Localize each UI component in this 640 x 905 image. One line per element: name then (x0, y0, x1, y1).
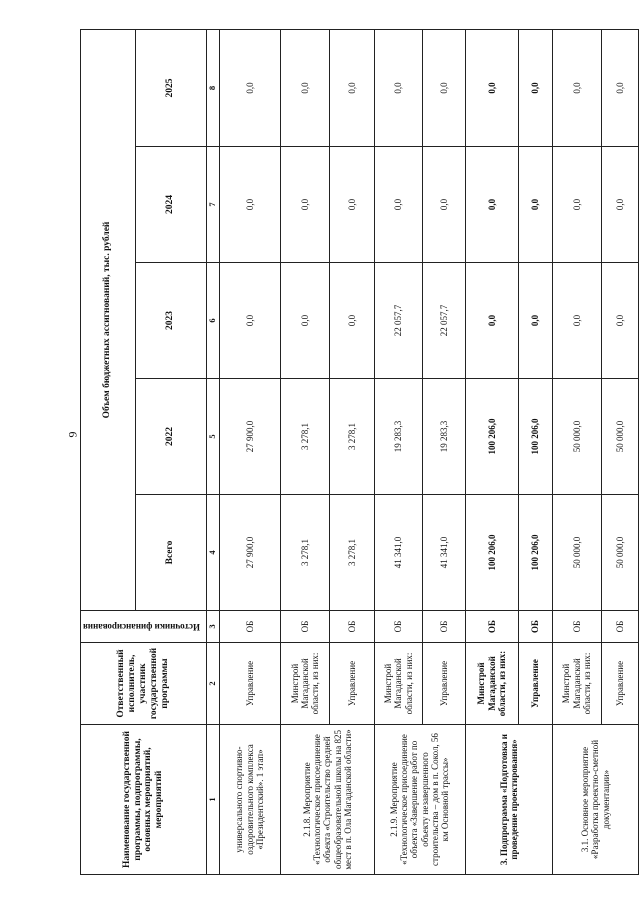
row-2024: 0,0 (423, 147, 465, 263)
row-total: 41 341,0 (423, 495, 465, 611)
row-name: 3.1. Основное мероприятие «Разработка проектно-сметной документации» (552, 725, 638, 875)
col-number: 5 (206, 379, 219, 495)
row-source: ОБ (374, 611, 423, 643)
col-number: 2 (206, 643, 219, 725)
row-executor: Управление (423, 643, 465, 725)
header-year-2024: 2024 (135, 147, 206, 263)
row-total: 100 206,0 (465, 495, 518, 611)
row-2022: 3 278,1 (281, 379, 330, 495)
row-2023: 0,0 (465, 263, 518, 379)
row-2023: 22 057,7 (423, 263, 465, 379)
row-source: ОБ (552, 611, 601, 643)
row-executor: Управление (518, 643, 552, 725)
row-total: 50 000,0 (552, 495, 601, 611)
row-2025: 0,0 (219, 30, 281, 147)
row-2025: 0,0 (330, 30, 375, 147)
row-name: 2.1.9. Мероприятие «Технологическое присоединение объекта «Завершение работ по объекту незавершенного строительства – дом в п. Сокол, 56 км Основной трассы» (374, 725, 465, 875)
header-source-label: Источники финансирования (83, 621, 200, 632)
header-year-2022: 2022 (135, 379, 206, 495)
col-number: 4 (206, 495, 219, 611)
row-total: 3 278,1 (330, 495, 375, 611)
row-2023: 0,0 (330, 263, 375, 379)
row-executor: Минстрой Магаданской области, из них: (465, 643, 518, 725)
budget-table (80, 29, 639, 875)
header-year-2023: 2023 (135, 263, 206, 379)
row-2023: 0,0 (601, 263, 638, 379)
col-number: 1 (206, 725, 219, 875)
header-year-total: Всего (135, 495, 206, 611)
header-name: Наименование государственной программы, подпрограммы, основных мероприятий, мероприятий (81, 725, 207, 875)
row-total: 3 278,1 (281, 495, 330, 611)
header-budget-group: Объем бюджетных ассигнований, тыс. рублей (81, 30, 136, 611)
row-executor: Управление (330, 643, 375, 725)
row-2023: 0,0 (281, 263, 330, 379)
row-total: 100 206,0 (518, 495, 552, 611)
row-total: 27 900,0 (219, 495, 281, 611)
row-2024: 0,0 (601, 147, 638, 263)
col-number: 7 (206, 147, 219, 263)
row-2025: 0,0 (552, 30, 601, 147)
row-source: ОБ (601, 611, 638, 643)
row-executor: Минстрой Магаданской области, из них: (374, 643, 423, 725)
header-year-2025: 2025 (135, 30, 206, 147)
row-source: ОБ (465, 611, 518, 643)
row-source: ОБ (281, 611, 330, 643)
row-name: универсального спортивно-оздоровительного комплекса «Президентский». 1 этап» (219, 725, 281, 875)
row-2022: 3 278,1 (330, 379, 375, 495)
row-2023: 0,0 (552, 263, 601, 379)
header-executor: Ответственный исполнитель, участник государственной программы (81, 643, 207, 725)
row-2023: 0,0 (219, 263, 281, 379)
row-2024: 0,0 (465, 147, 518, 263)
row-2024: 0,0 (374, 147, 423, 263)
row-2022: 100 206,0 (518, 379, 552, 495)
row-2022: 50 000,0 (552, 379, 601, 495)
row-2025: 0,0 (465, 30, 518, 147)
row-source: ОБ (518, 611, 552, 643)
row-2024: 0,0 (281, 147, 330, 263)
row-2022: 27 900,0 (219, 379, 281, 495)
row-2023: 22 057,7 (374, 263, 423, 379)
row-executor: Минстрой Магаданской области, из них: (281, 643, 330, 725)
col-number: 8 (206, 30, 219, 147)
row-2022: 19 283,3 (423, 379, 465, 495)
row-total: 50 000,0 (601, 495, 638, 611)
page-number: 9 (65, 431, 80, 438)
header-source (81, 611, 207, 643)
row-2022: 100 206,0 (465, 379, 518, 495)
row-executor: Управление (219, 643, 281, 725)
row-executor: Минстрой Магаданской области, из них: (552, 643, 601, 725)
row-2022: 50 000,0 (601, 379, 638, 495)
row-source: ОБ (423, 611, 465, 643)
row-source: ОБ (219, 611, 281, 643)
row-name: 2.1.8. Мероприятие «Технологическое присоединение объекта «Строительство средней общеобразовательной школы на 825 мест в п. Ола Магаданской области» (281, 725, 374, 875)
row-2025: 0,0 (423, 30, 465, 147)
col-number: 3 (206, 611, 219, 643)
row-source: ОБ (330, 611, 375, 643)
row-executor: Управление (601, 643, 638, 725)
row-2024: 0,0 (552, 147, 601, 263)
row-2024: 0,0 (330, 147, 375, 263)
row-2024: 0,0 (219, 147, 281, 263)
row-2025: 0,0 (374, 30, 423, 147)
col-number: 6 (206, 263, 219, 379)
row-2025: 0,0 (518, 30, 552, 147)
table-viewport (80, 30, 625, 875)
row-2022: 19 283,3 (374, 379, 423, 495)
row-2024: 0,0 (518, 147, 552, 263)
row-total: 41 341,0 (374, 495, 423, 611)
row-2025: 0,0 (281, 30, 330, 147)
row-2023: 0,0 (518, 263, 552, 379)
budget-sheet (80, 30, 625, 875)
row-2025: 0,0 (601, 30, 638, 147)
row-name: 3. Подпрограмма «Подготовка и проведение проектирования» (465, 725, 552, 875)
